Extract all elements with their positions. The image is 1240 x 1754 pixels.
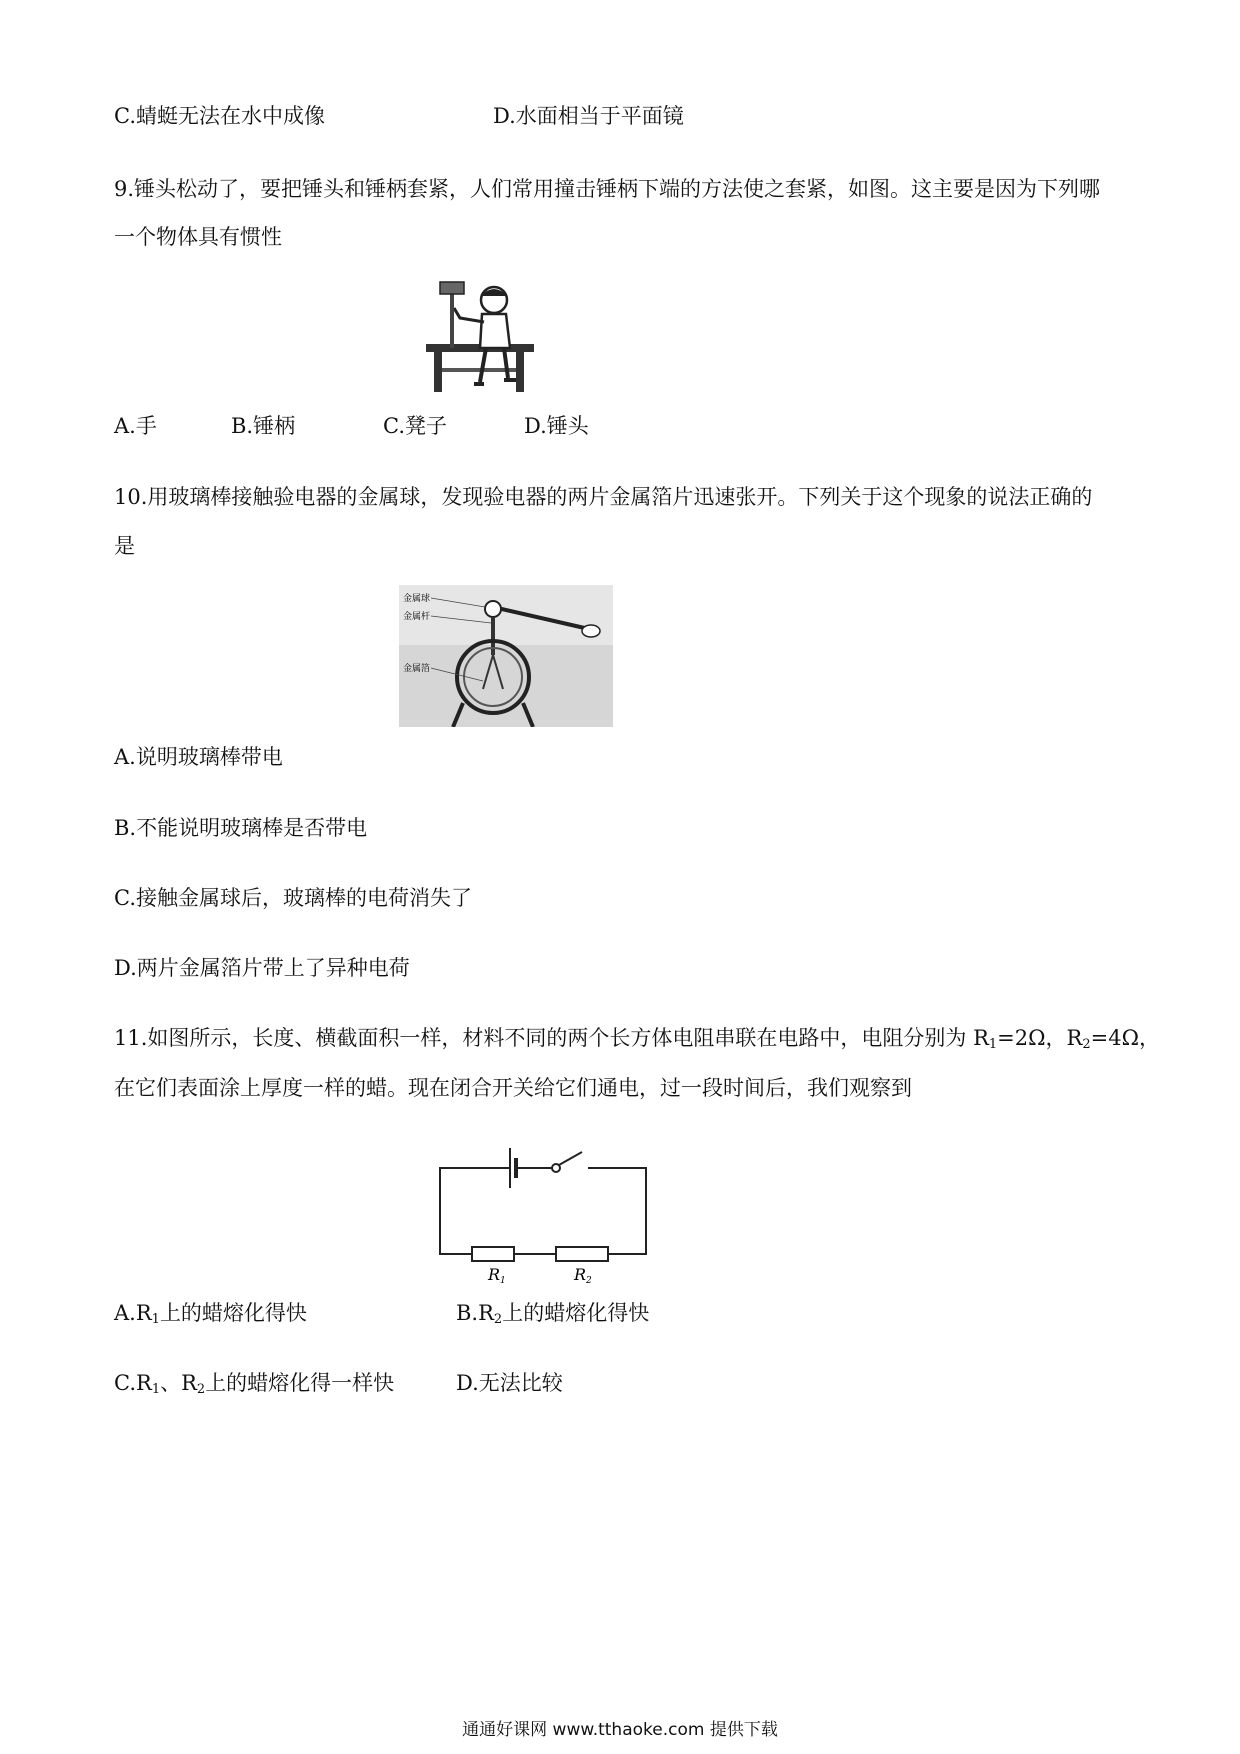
q8-option-c: C.蜻蜓无法在水中成像 [114, 104, 325, 128]
q11-stem-line1: 11.如图所示，长度、横截面积一样，材料不同的两个长方体电阻串联在电路中，电阻分别为 $R_1=2\Omega$，$R_2=4\Omega$， [114, 1026, 1161, 1052]
electroscope-figure [399, 585, 613, 727]
q11-option-d: D.无法比较 [456, 1371, 563, 1395]
q10-option-a: A.说明玻璃棒带电 [114, 745, 283, 769]
r1-label: R1 [488, 1265, 506, 1286]
q11-option-c: $C.R_1$、$R_2$上的蜡熔化得一样快 [114, 1371, 395, 1397]
q9-stem-line1: 9.锤头松动了，要把锤头和锤柄套紧，人们常用撞击锤柄下端的方法使之套紧，如图。这主要是因为下列哪 [114, 177, 1101, 201]
q9-option-d: D.锤头 [524, 414, 589, 438]
electroscope-label-ball: 金属球 [403, 594, 431, 604]
q10-option-c: C.接触金属球后，玻璃棒的电荷消失了 [114, 886, 472, 910]
q11-stem-line2: 在它们表面涂上厚度一样的蜡。现在闭合开关给它们通电，过一段时间后，我们观察到 [114, 1076, 912, 1100]
q8-option-d: D.水面相当于平面镜 [493, 104, 684, 128]
q10-option-d: D.两片金属箔片带上了异种电荷 [114, 956, 410, 980]
page-footer: 通通好课网 www.tthaoke.com 提供下载 [462, 1720, 778, 1740]
electroscope-label-foil: 金属箔 [403, 664, 431, 674]
q9-option-b: B.锤柄 [231, 414, 296, 438]
circuit-figure [432, 1140, 654, 1288]
q10-option-b: B.不能说明玻璃棒是否带电 [114, 816, 368, 840]
q10-stem-line1: 10.用玻璃棒接触验电器的金属球，发现验电器的两片金属箔片迅速张开。下列关于这个现象的说法正确的 [114, 485, 1093, 509]
q9-option-a: A.手 [114, 414, 157, 438]
r2-label: R2 [574, 1265, 592, 1286]
hammer-figure [420, 278, 540, 398]
q9-option-c: C.凳子 [383, 414, 447, 438]
q9-stem-line2: 一个物体具有惯性 [114, 225, 282, 249]
q10-stem-line2: 是 [114, 534, 135, 558]
q11-option-a: $A.R_1$上的蜡熔化得快 [114, 1301, 307, 1327]
q11-option-b: $B.R_2$上的蜡熔化得快 [456, 1301, 650, 1327]
electroscope-label-rod: 金属杆 [403, 612, 431, 622]
